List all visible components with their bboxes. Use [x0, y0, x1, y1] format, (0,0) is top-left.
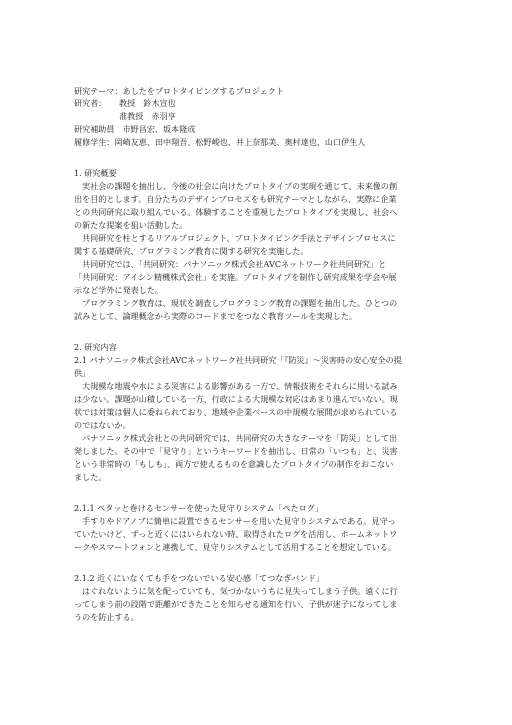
researchers-label: 研究者： [74, 98, 107, 108]
paragraph-line: 共同研究では、「共同研究：パナソニック株式会社AVCネットワーク社共同研究」と [82, 259, 387, 269]
paragraph-line: 示など学外に発表した。 [74, 285, 164, 295]
section-2-heading: 2. 研究内容 [74, 342, 117, 352]
paragraph-line: 状では対策は個人に委ねられており、地域や企業ベースの中規模な展開が求められている [74, 407, 398, 417]
paragraph-line: 出を目的とします。自分たちのデザインプロセスをも研究テーマとしながら、実際に企業 [74, 194, 397, 204]
researcher-1: 教授 鈴木宣也 [119, 98, 176, 108]
paragraph-line: うのを防止する。 [74, 612, 139, 622]
paragraph-line: という非常時の「もしも」、両方で使えるものを意識したプロトタイプの制作をおこない [74, 459, 394, 469]
section-1-heading: 1. 研究概要 [74, 168, 117, 178]
paragraph-line: の新たな提案を狙い活動した。 [74, 220, 188, 230]
paragraph-line: 試みとして、論理概念から実際のコードまでをつなぐ教育ツールを実現した。 [74, 311, 357, 321]
paragraph-line: 共同研究を柱とするリアルプロジェクト、プロトタイピング手法とデザインプロセスに [82, 233, 396, 243]
paragraph-line: 手すりやドアノブに簡単に設置できるセンサーを用いた見守りシステムである。見守っ [82, 516, 396, 526]
paragraph-line: 「共同研究：アイシン精機株式会社」を実施。プロトタイプを制作し研究成果を学会や展 [74, 272, 397, 282]
section-2-1-2-heading: 2.1.2 近くにいなくても手をつないでいる安心感「てつなぎバンド」 [74, 573, 324, 583]
section-2-1-heading: 2.1 パナソニック株式会社AVCネットワーク社共同研究「『防災』〜災害時の安心安全の提 [74, 355, 402, 365]
paragraph-line: ークやスマートフォンと連携して、見守りシステムとして活用することを想定している。 [74, 542, 396, 552]
research-theme: 研究テーマ：あしたをプロトタイピングするプロジェクト [74, 86, 284, 96]
paragraph-line: ってしまう前の段階で距離ができたことを知らせる通知を行い、子供が迷子になってしま [74, 599, 398, 609]
paragraph-line: 大規模な地震や水による災害による影響がある一方で、情報技術をそれらに用いる試み [82, 381, 398, 391]
paragraph-line: 実社会の課題を抽出し、今後の社会に向けたプロトタイプの実現を通じて、未来像の創 [82, 181, 398, 191]
paragraph-line: ました。 [74, 472, 107, 482]
paragraph-line: との共同研究に取り組んでいる。体験することを重視したプロトタイプを実現し、社会へ [74, 207, 398, 217]
paragraph-line: は少ない。課題が山積している一方、行政による大規模な対応はあまり進んでいない。現 [74, 394, 398, 404]
section-2-1-heading-cont: 供」 [74, 368, 91, 378]
paragraph-line: ていたいけど、ずっと近くにはいられない時、取得されたログを活用し、ホームネットワ [74, 529, 398, 539]
paragraph-line: のではないか。 [74, 420, 131, 430]
paragraph-line: 発しました。その中で「見守り」というキーワードを抽出し、日常の「いつも」と、災害 [74, 446, 398, 456]
paragraph-line: はぐれないように気を配っていても、気づかないうちに見失ってしまう子供。遠くに行 [82, 586, 398, 596]
paragraph-line: プログラミング教育は、現状を調査しプログラミング教育の課題を抽出した。ひとつの [82, 298, 398, 308]
researcher-2: 准教授 赤羽亨 [119, 111, 176, 121]
section-2-1-1-heading: 2.1.1 ペタッと巻けるセンサーを使った見守りシステム「ぺたログ」 [74, 503, 323, 513]
research-assistants: 研究補助員 市野昌宏、坂本隆成 [74, 124, 196, 134]
students: 履修学生：岡崎友恵、田中翔吾、松野峻也、井上奈那美、奥村達也、山口伊生人 [74, 137, 366, 147]
paragraph-line: 関する基礎研究、プログラミング教育に関する研究を実施した。 [74, 246, 309, 256]
paragraph-line: パナソニック株式会社との共同研究では、共同研究の大きなテーマを「防災」として出 [82, 433, 398, 443]
